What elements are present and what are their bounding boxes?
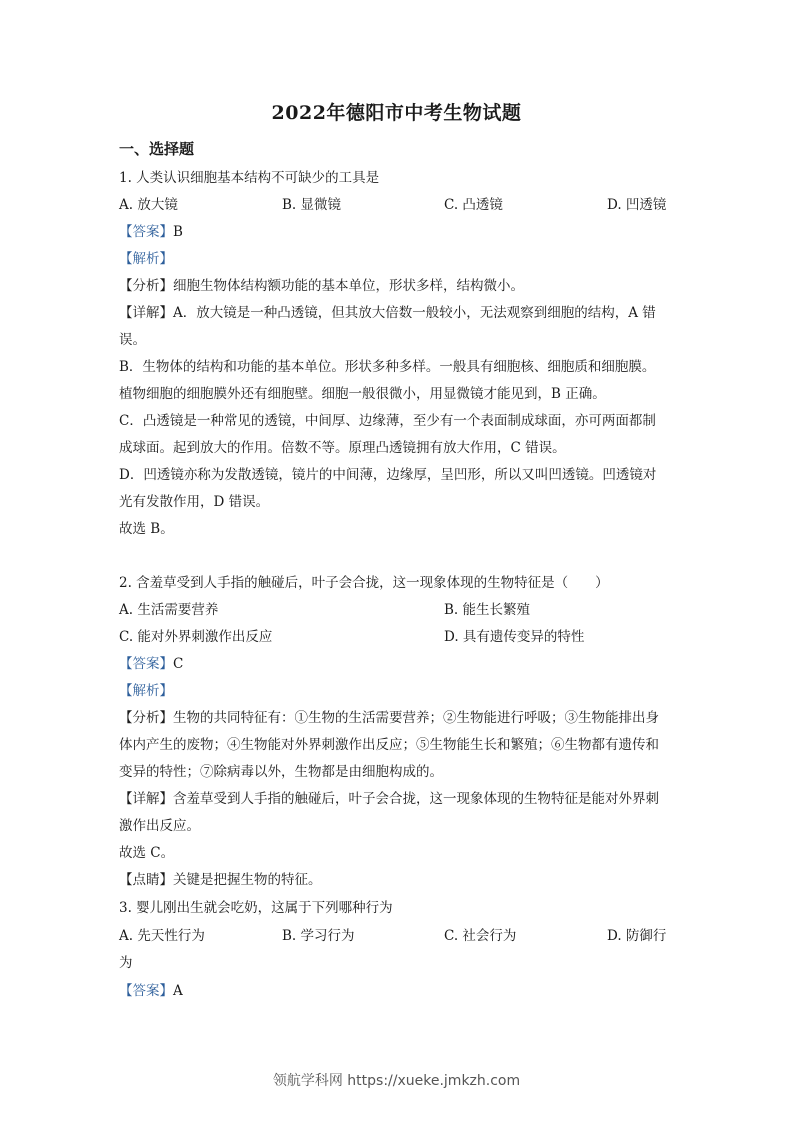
q1-option-b: B. 显微镜 — [282, 197, 342, 213]
q1-conclusion: 故选 B。 — [119, 521, 174, 537]
fenxi-tag: 【分析】 — [119, 278, 173, 294]
section-heading: 一、选择题 — [119, 140, 195, 158]
q1-xiangjie-line: 成球面。起到放大的作用。倍数不等。原理凸透镜拥有放大作用，C 错误。 — [119, 440, 566, 456]
q3-answer — [119, 981, 183, 1001]
xiangjie-tag: 【详解】 — [119, 791, 173, 807]
q1-xiangjie-line: 光有发散作用，D 错误。 — [119, 494, 270, 510]
q1-jiexi — [119, 249, 173, 269]
q1-xiangjie-line: 误。 — [119, 332, 146, 348]
q3-option-b: B. 学习行为 — [282, 928, 355, 944]
xiangjie-tag: 【详解】 — [119, 305, 173, 321]
q1-option-a: A. 放大镜 — [119, 197, 178, 213]
q2-jiexi — [119, 681, 173, 701]
q3-option-c: C. 社会行为 — [444, 928, 517, 944]
jiexi-tag: 【解析】 — [119, 683, 173, 699]
q2-option-c: C. 能对外界刺激作出反应 — [119, 629, 273, 645]
q2-fenxi-line — [119, 708, 659, 728]
answer-tag: 【答案】 — [119, 656, 173, 672]
q1-option-c: C. 凸透镜 — [444, 197, 503, 213]
q3-option-a: A. 先天性行为 — [119, 928, 205, 944]
fenxi-text: 生物的共同特征有：①生物的生活需要营养；②生物能进行呼吸；③生物能排出身 — [173, 710, 659, 726]
q1-option-d: D. 凹透镜 — [607, 197, 667, 213]
dianjing-text: 关键是把握生物的特征。 — [173, 872, 322, 888]
q2-option-a: A. 生活需要营养 — [119, 602, 219, 618]
q1-xiangjie-line: B．生物体的结构和功能的基本单位。形状多种多样。一般具有细胞核、细胞质和细胞膜。 — [119, 359, 656, 375]
footer-watermark: 领航学科网 https://xueke.jmkzh.com — [272, 1073, 521, 1089]
q2-dianjing — [119, 870, 322, 890]
answer-value: A — [173, 983, 183, 999]
q2-xiangjie-line: 激作出反应。 — [119, 818, 200, 834]
answer-tag: 【答案】 — [119, 224, 173, 240]
q2-option-b: B. 能生长繁殖 — [444, 602, 531, 618]
q3-stem: 3. 婴儿刚出生就会吃奶，这属于下列哪种行为 — [119, 900, 393, 916]
q3-option-d: D. 防御行 — [607, 928, 667, 944]
q3-option-d-wrap: 为 — [119, 955, 133, 971]
jiexi-tag: 【解析】 — [119, 251, 173, 267]
fenxi-text: 细胞生物体结构额功能的基本单位，形状多样，结构微小。 — [173, 278, 524, 294]
q2-answer — [119, 654, 183, 674]
q2-fenxi-line: 变异的特性；⑦除病毒以外，生物都是由细胞构成的。 — [119, 764, 443, 780]
q1-xiangjie-line — [119, 303, 656, 323]
q1-xiangjie-line: 植物细胞的细胞膜外还有细胞壁。细胞一般很微小，用显微镜才能见到，B 正确。 — [119, 386, 606, 402]
q1-stem: 1. 人类认识细胞基本结构不可缺少的工具是 — [119, 170, 380, 186]
dianjing-tag: 【点睛】 — [119, 872, 173, 888]
fenxi-tag: 【分析】 — [119, 710, 173, 726]
q1-fenxi — [119, 276, 524, 296]
xiangjie-text: 含羞草受到人手指的触碰后，叶子会合拢，这一现象体现的生物特征是能对外界刺 — [173, 791, 659, 807]
page-title: 2022年德阳市中考生物试题 — [271, 102, 522, 124]
q2-stem: 2. 含羞草受到人手指的触碰后，叶子会合拢，这一现象体现的生物特征是（ ） — [119, 575, 609, 591]
answer-value: B — [173, 224, 183, 240]
q1-answer — [119, 222, 183, 242]
q2-xiangjie-line — [119, 789, 659, 809]
q1-xiangjie-line: D．凹透镜亦称为发散透镜，镜片的中间薄，边缘厚，呈凹形，所以又叫凹透镜。凹透镜对 — [119, 467, 657, 483]
q2-option-d: D. 具有遗传变异的特性 — [444, 629, 585, 645]
q1-xiangjie-line: C．凸透镜是一种常见的透镜，中间厚、边缘薄，至少有一个表面制成球面，亦可两面都制 — [119, 413, 656, 429]
answer-tag: 【答案】 — [119, 983, 173, 999]
xiangjie-text: A．放大镜是一种凸透镜，但其放大倍数一般较小，无法观察到细胞的结构，A 错 — [173, 305, 656, 321]
q2-conclusion: 故选 C。 — [119, 845, 175, 861]
answer-value: C — [173, 656, 184, 672]
q2-fenxi-line: 体内产生的废物；④生物能对外界刺激作出反应；⑤生物能生长和繁殖；⑥生物都有遗传和 — [119, 737, 659, 753]
